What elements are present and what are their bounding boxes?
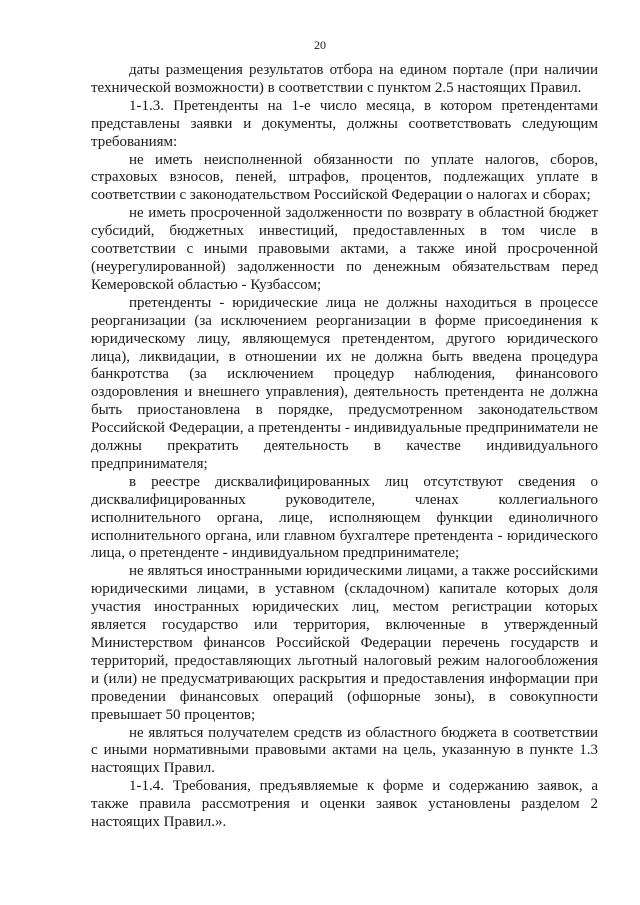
paragraph-requirement-debt: не иметь просроченной задолженности по возврату в областной бюджет субсидий, бюджетных инвестиций, предоставленных в том числе в соответствии с иными правовыми актами, а также иной просроченной (неурегулированной) задолженности по денежным обязательствам перед Кемеровской областью - Кузбассом;: [91, 205, 598, 293]
page-number: 20: [314, 38, 326, 52]
paragraph-requirement-budget: не являться получателем средств из областного бюджета в соответствии с иными нормативными правовыми актами на цель, указанную в пункте 1.3 настоящих Правил.: [91, 724, 598, 777]
paragraph-requirement-foreign: не являться иностранными юридическими лицами, а также российскими юридическими лицами, в уставном (складочном) капитале которых доля участия иностранных юридических лиц, местом регистрации которых является государство или территория, включенные в утвержденный Министерством финансов Российской Федерации перечень государств и территорий, предоставляющих льготный налоговый режим налогообложения и (или) не предусматривающих раскрытия и предоставления информации при проведении финансовых операций (офшорные зоны), в совокупности превышает 50 процентов;: [91, 563, 598, 723]
paragraph-continuation: даты размещения результатов отбора на едином портале (при наличии технической возможности) в соответствии с пунктом 2.5 настоящих Правил.: [91, 62, 598, 96]
document-body: [91, 62, 598, 832]
paragraph-requirement-taxes: не иметь неисполненной обязанности по уплате налогов, сборов, страховых взносов, пеней, штрафов, процентов, подлежащих уплате в соответствии с законодательством Российской Федерации о налогах и сборах;: [91, 151, 598, 204]
paragraph-clause-1-1-3: 1-1.3. Претенденты на 1-е число месяца, в котором претендентами представлены заявки и документы, должны соответствовать следующим требованиям:: [91, 97, 598, 150]
paragraph-clause-1-1-4: 1-1.4. Требования, предъявляемые к форме и содержанию заявок, а также правила рассмотрения и оценки заявок установлены разделом 2 настоящих Правил.».: [91, 778, 598, 831]
paragraph-requirement-reorganization: претенденты - юридические лица не должны находиться в процессе реорганизации (за исключением реорганизации в форме присоединения к юридическому лицу, являющемуся претендентом, другого юридического лица), ликвидации, в отношении их не должна быть введена процедура банкротства (за исключением процедур наблюдения, финансового оздоровления и внешнего управления), деятельность претендента не должна быть приостановлена в порядке, предусмотренном законодательством Российской Федерации, а претенденты - индивидуальные предприниматели не должны прекратить деятельность в качестве индивидуального предпринимателя;: [91, 294, 598, 472]
paragraph-requirement-disqualified: в реестре дисквалифицированных лиц отсутствуют сведения о дисквалифицированных руководителе, членах коллегиального исполнительного органа, лице, исполняющем функции единоличного исполнительного органа, или главном бухгалтере претендента - юридического лица, о претенденте - индивидуальном предпринимателе;: [91, 473, 598, 562]
